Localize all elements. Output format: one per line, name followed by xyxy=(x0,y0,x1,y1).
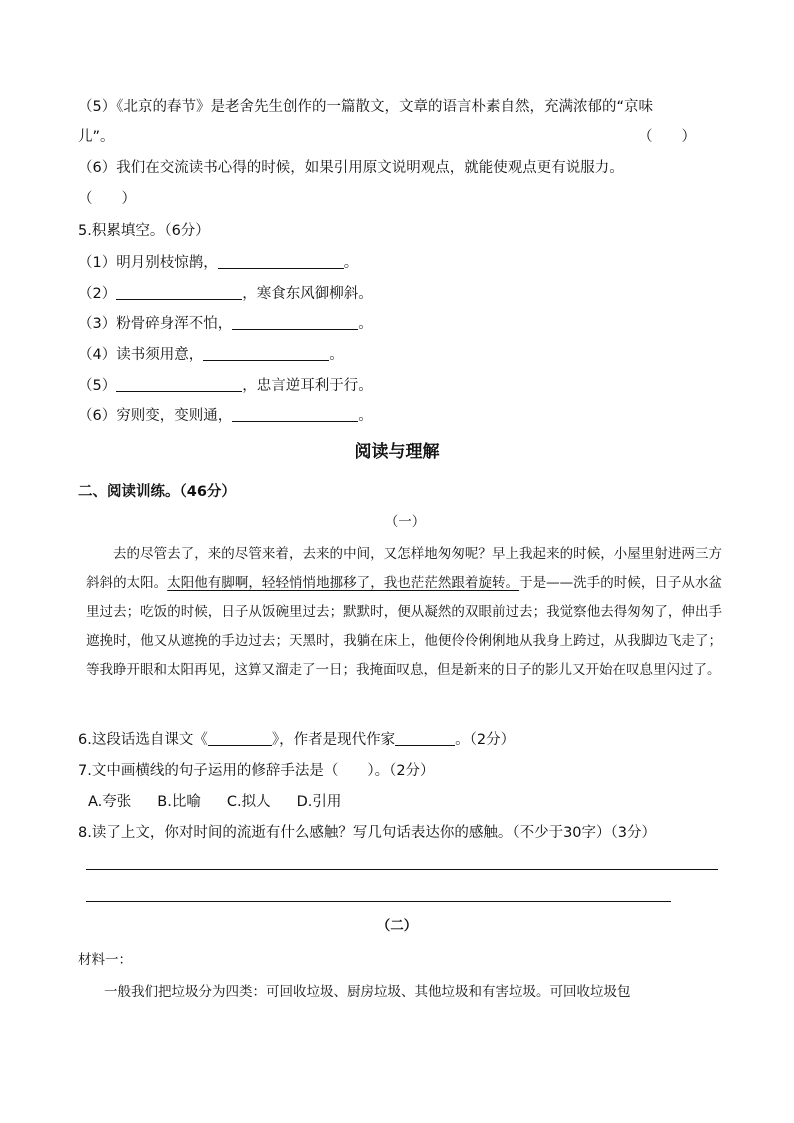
q5-6-text: （6）我们在交流读书心得的时候，如果引用原文说明观点，就能使观点更有说服力。 xyxy=(78,160,624,176)
q7-text: 7.文中画横线的句子运用的修辞手法是（ ）。（2分） xyxy=(78,763,435,779)
section-title: 阅读与理解 xyxy=(354,442,440,462)
q5-5-cont: 儿”。 xyxy=(78,129,115,145)
q6-mid: 》，作者是现代作家 xyxy=(271,732,396,748)
passage1-label: （一） xyxy=(384,514,426,530)
q5-item-3-post: 。 xyxy=(358,316,373,332)
q6-blank-author[interactable] xyxy=(395,730,455,746)
q5-item-3-blank[interactable] xyxy=(232,314,358,330)
q5-item-5-pre: （5） xyxy=(78,378,117,394)
q5-item-6-blank[interactable] xyxy=(232,406,358,422)
q5-6-answer-paren[interactable]: （ ） xyxy=(78,191,136,207)
q5-item-5-blank[interactable] xyxy=(116,376,242,392)
passage2-label: （二） xyxy=(376,918,418,934)
q5-item-6 xyxy=(78,406,373,426)
q6-pre: 6.这段话选自课文《 xyxy=(78,732,208,748)
q5-item-6-pre: （6）穷则变，变则通， xyxy=(78,408,233,424)
q6-blank-title[interactable] xyxy=(208,730,272,746)
q5-5-text: （5）《北京的春节》是老舍先生创作的一篇散文，文章的语言朴素自然，充满浓郁的“京味 xyxy=(78,99,653,115)
q7-option-a[interactable]: A.夸张 xyxy=(88,794,132,810)
q7-options xyxy=(88,792,367,812)
q6-post: 。（2分） xyxy=(455,732,516,748)
q5-item-2-post: ，寒食东风御柳斜。 xyxy=(242,286,373,302)
q5-heading: 5.积累填空。（6分） xyxy=(78,223,210,239)
q5-item-2-pre: （2） xyxy=(78,286,117,302)
q5-item-2-blank[interactable] xyxy=(116,284,242,300)
passage1-text xyxy=(86,540,722,685)
q8-text: 8.读了上文，你对时间的流逝有什么感触？写几句话表达你的感触。（不少于30字）（3分） xyxy=(78,825,657,841)
q5-item-1-post: 。 xyxy=(343,255,359,271)
q5-item-4 xyxy=(78,345,344,365)
q5-item-1-pre: （1）明月别枝惊鹊， xyxy=(78,255,218,271)
q5-item-1-blank[interactable] xyxy=(218,253,344,269)
q5-item-3 xyxy=(78,314,373,334)
passage2-material-label: 材料一： xyxy=(78,952,132,968)
q7-option-c[interactable]: C.拟人 xyxy=(226,794,271,810)
q5-item-5-post: ，忠言逆耳利于行。 xyxy=(242,378,373,394)
passage2-text: 一般我们把垃圾分为四类：可回收垃圾、厨房垃圾、其他垃圾和有害垃圾。可回收垃圾包 xyxy=(104,984,631,1000)
q5-item-6-post: 。 xyxy=(358,408,373,424)
q5-item-3-pre: （3）粉骨碎身浑不怕， xyxy=(78,316,233,332)
passage1-text-after: 于是——洗手的时候，日子从水盆里过去；吃饭的时候，日子从饭碗里过去；默默时，便从凝然的双眼前过去；我觉察他去得匆匆了，伸出手遮挽时，他又从遮挽的手边过去；天黑时，我躺在床上，他便伶伶俐俐地从我身上跨过，从我脚边飞走了；等我睁开眼和太阳再见，这算又溜走了一日；我掩面叹息，但是新来的日子的影儿又开始在叹息里闪过了。 xyxy=(86,575,723,678)
passage1-text-before: 去的尽管去了，来的尽管来着，去来的中间，又怎样地匆匆呢？早上我起来的时候，小屋里射进两三方斜斜的太阳。 xyxy=(86,546,722,591)
q5-item-4-pre: （4）读书须用意， xyxy=(78,347,204,363)
q5-item-4-post: 。 xyxy=(329,347,344,363)
q8-answer-line-2[interactable] xyxy=(86,901,671,902)
q5-item-4-blank[interactable] xyxy=(203,345,329,361)
q7-option-b[interactable]: B.比喻 xyxy=(157,794,201,810)
q5-5-answer-paren[interactable]: （ ） xyxy=(638,129,696,145)
q6 xyxy=(78,730,515,750)
q8-answer-line-1[interactable] xyxy=(86,869,718,870)
q7-option-d[interactable]: D.引用 xyxy=(296,794,342,810)
q5-item-5 xyxy=(78,376,373,396)
part2-heading: 二、阅读训练。（46分） xyxy=(78,484,236,500)
q5-item-1 xyxy=(78,253,358,273)
passage1-underlined-sentence: 太阳他有脚啊，轻轻悄悄地挪移了，我也茫茫然跟着旋转。 xyxy=(167,575,520,591)
q5-item-2 xyxy=(78,284,373,304)
